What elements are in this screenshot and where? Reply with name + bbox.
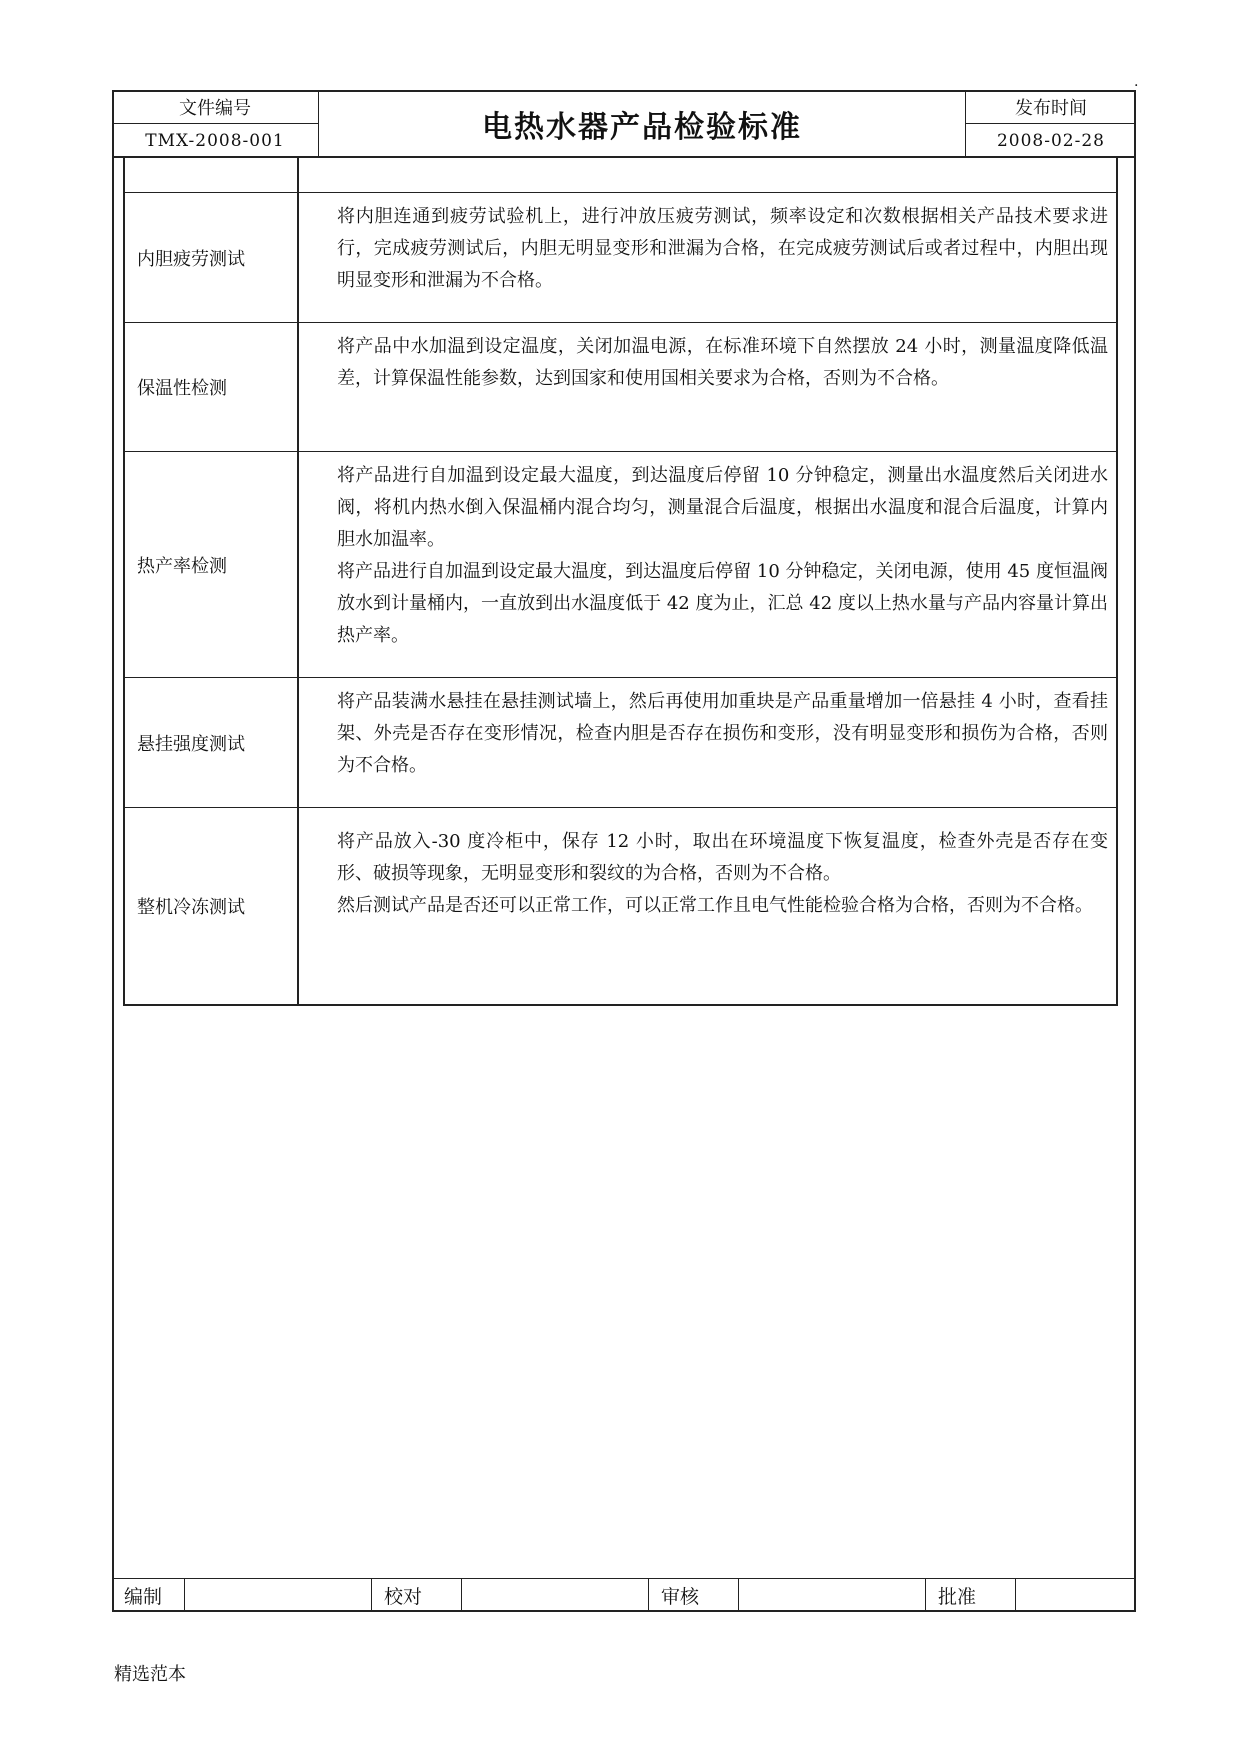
test-description (299, 678, 1116, 807)
table-row-heat-yield (125, 452, 1116, 678)
table-row-fatigue (125, 193, 1116, 323)
review-field (739, 1579, 926, 1612)
test-name: 内胆疲劳测试 (125, 193, 299, 322)
publish-date-value: 2008-02-28 (966, 123, 1136, 157)
test-description (299, 323, 1116, 451)
paragraph: 然后测试产品是否还可以正常工作，可以正常工作且电气性能检验合格为合格，否则为不合格。 (337, 895, 1093, 916)
test-description (299, 808, 1116, 1004)
paragraph: 将产品装满水悬挂在悬挂测试墙上，然后再使用加重块是产品重量增加一倍悬挂 4 小时，查看挂架、外壳是否存在变形情况，检查内胆是否存在损伤和变形，没有明显变形和损伤为合格，否则为不合格。 (337, 691, 1108, 776)
test-name (125, 157, 299, 192)
test-table (123, 157, 1118, 1006)
approve-label: 批准 (926, 1579, 1016, 1612)
watermark-text: 精选范本 (114, 1664, 186, 1685)
test-name: 整机冷冻测试 (125, 808, 299, 1004)
paragraph: 将产品进行自加温到设定最大温度，到达温度后停留 10 分钟稳定，关闭电源，使用 45 度恒温阀放水到计量桶内，一直放到出水温度低于 42 度为止，汇总 42 度以上热水量与产品内容量计算出热产率。 (337, 561, 1108, 646)
table-row-hanging (125, 678, 1116, 808)
doc-number-label: 文件编号 (179, 97, 251, 119)
proofread-field (462, 1579, 649, 1612)
test-description (299, 452, 1116, 677)
test-description (299, 193, 1116, 322)
signature-row (112, 1578, 1136, 1612)
review-label: 审核 (649, 1579, 739, 1612)
paragraph: 将产品进行自加温到设定最大温度，到达温度后停留 10 分钟稳定，测量出水温度然后关闭进水阀，将机内热水倒入保温桶内混合均匀，测量混合后温度，根据出水温度和混合后温度，计算内胆水加温率。 (337, 465, 1108, 550)
document-header (112, 90, 1136, 157)
doc-number-value: TMX-2008-001 (112, 123, 318, 157)
compile-label: 编制 (112, 1579, 185, 1612)
test-description (299, 157, 1116, 192)
paragraph: 将产品放入-30 度冷柜中，保存 12 小时，取出在环境温度下恢复温度，检查外壳是否存在变形、破损等现象，无明显变形和裂纹的为合格，否则为不合格。 (337, 831, 1108, 884)
paragraph: 将内胆连通到疲劳试验机上，进行冲放压疲劳测试，频率设定和次数根据相关产品技术要求进行，完成疲劳测试后，内胆无明显变形和泄漏为合格，在完成疲劳测试后或者过程中，内胆出现明显变形和泄漏为不合格。 (337, 206, 1108, 291)
corner-dot: . (1134, 74, 1139, 90)
table-row-freeze (125, 808, 1116, 1004)
approve-field (1016, 1579, 1136, 1612)
document-title: 电热水器产品检验标准 (318, 90, 966, 157)
test-name: 保温性检测 (125, 323, 299, 451)
proofread-label: 校对 (372, 1579, 462, 1612)
compile-field (185, 1579, 372, 1612)
table-row-insulation (125, 323, 1116, 452)
paragraph: 将产品中水加温到设定温度，关闭加温电源，在标准环境下自然摆放 24 小时，测量温度降低温差，计算保温性能参数，达到国家和使用国相关要求为合格，否则为不合格。 (337, 336, 1108, 389)
table-row-empty (125, 157, 1116, 193)
test-name: 热产率检测 (125, 452, 299, 677)
test-name: 悬挂强度测试 (125, 678, 299, 807)
publish-date-label: 发布时间 (1015, 97, 1087, 119)
